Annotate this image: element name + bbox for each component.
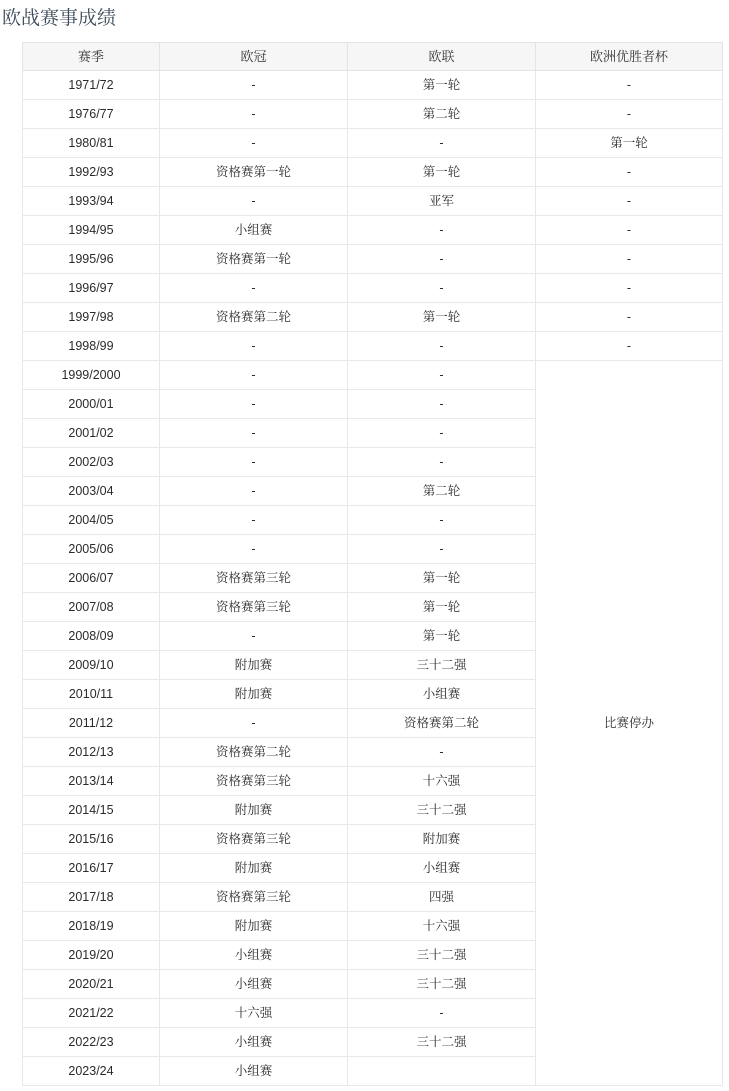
cell-season: 2018/19 [23, 912, 160, 941]
cell-uel: - [348, 448, 536, 477]
cell-season: 2002/03 [23, 448, 160, 477]
cell-uel: 三十二强 [348, 651, 536, 680]
cell-ucl: 资格赛第三轮 [160, 593, 348, 622]
table-row [23, 332, 723, 361]
cell-ucl: 小组赛 [160, 216, 348, 245]
european-competition-results-table [22, 42, 723, 1086]
cell-season: 2012/13 [23, 738, 160, 767]
cell-uel: 小组赛 [348, 854, 536, 883]
cell-season: 1971/72 [23, 71, 160, 100]
cell-cwc-discontinued: 比赛停办 [536, 361, 723, 1086]
cell-uel: - [348, 506, 536, 535]
cell-season: 2000/01 [23, 390, 160, 419]
cell-season: 2013/14 [23, 767, 160, 796]
cell-uel: 三十二强 [348, 970, 536, 999]
table-row [23, 216, 723, 245]
cell-ucl: - [160, 506, 348, 535]
column-header-cwc: 欧洲优胜者杯 [536, 43, 723, 71]
cell-cwc: - [536, 332, 723, 361]
cell-ucl: 十六强 [160, 999, 348, 1028]
cell-ucl: 资格赛第三轮 [160, 883, 348, 912]
cell-season: 2010/11 [23, 680, 160, 709]
cell-uel: - [348, 216, 536, 245]
cell-ucl: 资格赛第三轮 [160, 825, 348, 854]
cell-uel: 三十二强 [348, 941, 536, 970]
cell-season: 2016/17 [23, 854, 160, 883]
cell-cwc: - [536, 158, 723, 187]
cell-season: 1976/77 [23, 100, 160, 129]
cell-season: 1993/94 [23, 187, 160, 216]
cell-uel: 亚军 [348, 187, 536, 216]
cell-ucl: - [160, 622, 348, 651]
cell-uel: 四强 [348, 883, 536, 912]
cell-ucl: - [160, 390, 348, 419]
cell-ucl: - [160, 419, 348, 448]
table-row [23, 158, 723, 187]
cell-season: 2001/02 [23, 419, 160, 448]
cell-ucl: - [160, 129, 348, 158]
page-title: 欧战赛事成绩 [2, 8, 117, 29]
cell-cwc: - [536, 245, 723, 274]
cell-ucl: 附加赛 [160, 651, 348, 680]
table-row [23, 361, 723, 390]
cell-uel: 十六强 [348, 912, 536, 941]
cell-uel: 小组赛 [348, 680, 536, 709]
cell-season: 1995/96 [23, 245, 160, 274]
cell-uel: - [348, 274, 536, 303]
cell-uel: 第二轮 [348, 477, 536, 506]
cell-ucl: 小组赛 [160, 970, 348, 999]
cell-season: 2015/16 [23, 825, 160, 854]
cell-uel: - [348, 129, 536, 158]
cell-season: 2009/10 [23, 651, 160, 680]
cell-ucl: 资格赛第二轮 [160, 738, 348, 767]
cell-ucl: 资格赛第三轮 [160, 564, 348, 593]
cell-cwc: - [536, 216, 723, 245]
cell-ucl: - [160, 187, 348, 216]
cell-ucl: 资格赛第三轮 [160, 767, 348, 796]
cell-season: 2006/07 [23, 564, 160, 593]
column-header-ucl: 欧冠 [160, 43, 348, 71]
table-row [23, 129, 723, 158]
cell-ucl: - [160, 361, 348, 390]
cell-season: 1998/99 [23, 332, 160, 361]
cell-uel: - [348, 738, 536, 767]
cell-season: 2022/23 [23, 1028, 160, 1057]
cell-uel: 三十二强 [348, 796, 536, 825]
cell-cwc: - [536, 100, 723, 129]
table-row [23, 245, 723, 274]
cell-season: 2003/04 [23, 477, 160, 506]
cell-ucl: - [160, 448, 348, 477]
cell-ucl: 附加赛 [160, 680, 348, 709]
column-header-season: 赛季 [23, 43, 160, 71]
cell-season: 1996/97 [23, 274, 160, 303]
cell-ucl: - [160, 709, 348, 738]
cell-uel: 第一轮 [348, 564, 536, 593]
cell-ucl: - [160, 100, 348, 129]
cell-ucl: - [160, 71, 348, 100]
cell-season: 2020/21 [23, 970, 160, 999]
cell-ucl: - [160, 332, 348, 361]
cell-ucl: 附加赛 [160, 796, 348, 825]
cell-season: 2023/24 [23, 1057, 160, 1086]
cell-season: 2008/09 [23, 622, 160, 651]
cell-uel: 第一轮 [348, 593, 536, 622]
cell-season: 2004/05 [23, 506, 160, 535]
table-header-row [23, 43, 723, 71]
cell-ucl: 附加赛 [160, 912, 348, 941]
cell-season: 2005/06 [23, 535, 160, 564]
cell-ucl: 资格赛第一轮 [160, 245, 348, 274]
cell-uel: 第一轮 [348, 303, 536, 332]
cell-season: 1994/95 [23, 216, 160, 245]
cell-uel: - [348, 332, 536, 361]
cell-uel: - [348, 390, 536, 419]
cell-uel: - [348, 419, 536, 448]
cell-cwc: - [536, 274, 723, 303]
cell-season: 2007/08 [23, 593, 160, 622]
cell-uel: - [348, 361, 536, 390]
cell-uel: 三十二强 [348, 1028, 536, 1057]
cell-cwc: - [536, 187, 723, 216]
cell-uel: 第一轮 [348, 71, 536, 100]
cell-season: 1992/93 [23, 158, 160, 187]
cell-ucl: 小组赛 [160, 1057, 348, 1086]
cell-season: 2011/12 [23, 709, 160, 738]
cell-ucl: - [160, 274, 348, 303]
cell-uel: 十六强 [348, 767, 536, 796]
cell-uel [348, 1057, 536, 1086]
cell-uel: - [348, 999, 536, 1028]
table-row [23, 100, 723, 129]
cell-uel: 第一轮 [348, 622, 536, 651]
cell-ucl: 小组赛 [160, 1028, 348, 1057]
cell-ucl: 附加赛 [160, 854, 348, 883]
cell-ucl: - [160, 477, 348, 506]
cell-ucl: - [160, 535, 348, 564]
cell-uel: 第一轮 [348, 158, 536, 187]
cell-season: 1997/98 [23, 303, 160, 332]
cell-season: 2014/15 [23, 796, 160, 825]
cell-season: 2019/20 [23, 941, 160, 970]
cell-uel: - [348, 245, 536, 274]
table-row [23, 303, 723, 332]
table-body [23, 71, 723, 1086]
cell-season: 2017/18 [23, 883, 160, 912]
cell-uel: 资格赛第二轮 [348, 709, 536, 738]
cell-season: 1980/81 [23, 129, 160, 158]
column-header-uel: 欧联 [348, 43, 536, 71]
cell-cwc: - [536, 71, 723, 100]
cell-cwc: - [536, 303, 723, 332]
cell-season: 2021/22 [23, 999, 160, 1028]
cell-season: 1999/2000 [23, 361, 160, 390]
table-row [23, 71, 723, 100]
cell-ucl: 资格赛第二轮 [160, 303, 348, 332]
cell-uel: 附加赛 [348, 825, 536, 854]
cell-uel: - [348, 535, 536, 564]
table-row [23, 187, 723, 216]
cell-ucl: 小组赛 [160, 941, 348, 970]
cell-cwc: 第一轮 [536, 129, 723, 158]
table-row [23, 274, 723, 303]
cell-ucl: 资格赛第一轮 [160, 158, 348, 187]
cell-uel: 第二轮 [348, 100, 536, 129]
